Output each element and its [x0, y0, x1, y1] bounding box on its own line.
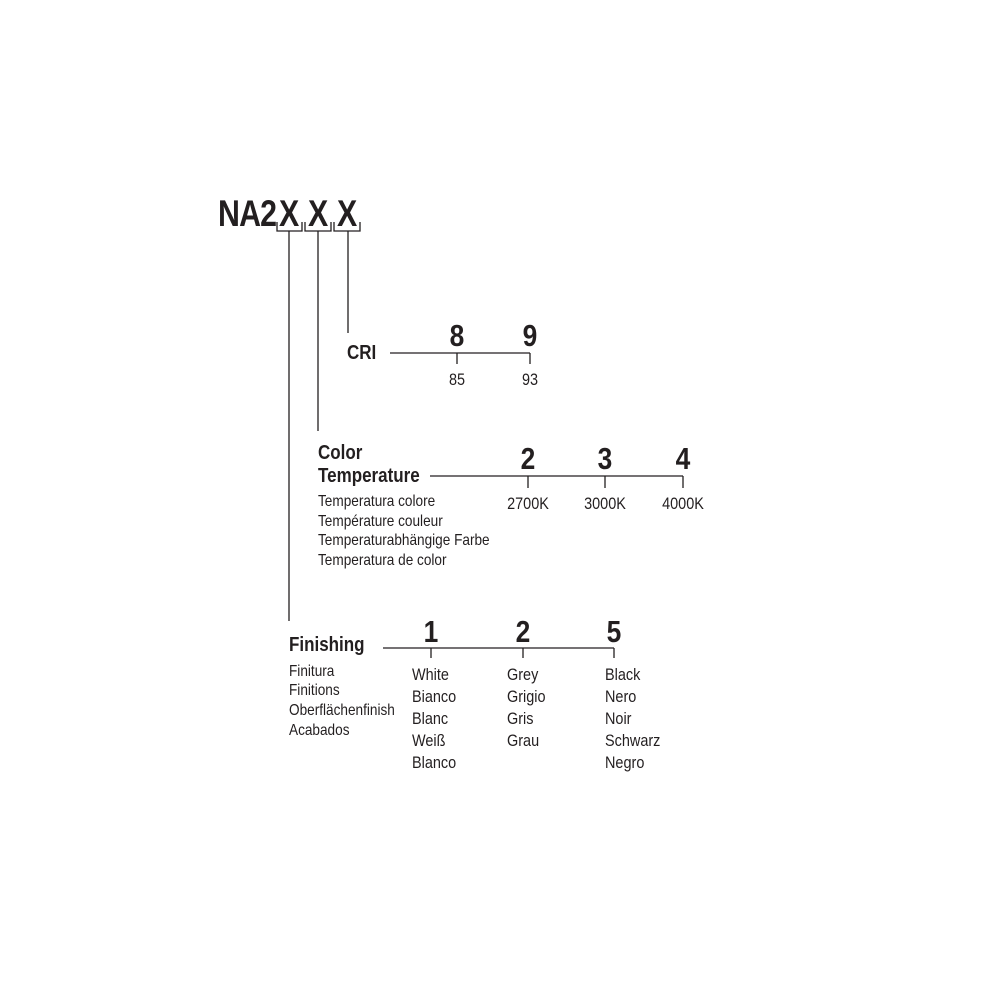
- color-temperature-label-line2: Temperature: [318, 465, 420, 487]
- cri-option-value: 85: [448, 370, 466, 389]
- finishing-translation: Finitura: [289, 663, 335, 680]
- cri-option-value: 93: [521, 370, 539, 389]
- color-temperature-translation: Température couleur: [318, 513, 443, 530]
- finishing-option-names-1: [412, 664, 456, 774]
- code-placeholder-cri: X: [337, 193, 358, 234]
- finishing-option-name: Blanc: [412, 709, 449, 728]
- finishing-option-code: 2: [515, 614, 531, 649]
- color-temperature-label-line1: Color: [318, 442, 363, 464]
- code-placeholder-color-temperature: X: [308, 193, 329, 234]
- finishing-option-name: Noir: [605, 709, 632, 728]
- ct-option-value: 3000K: [584, 494, 626, 513]
- finishing-option-name: Grau: [507, 731, 540, 750]
- finishing-option-name: Nero: [605, 687, 637, 706]
- finishing-option-name: Weiß: [412, 731, 446, 750]
- finishing-translation: Oberflächenfinish: [289, 702, 395, 719]
- color-temperature-translation: Temperatura de color: [318, 552, 447, 569]
- finishing-option-name: Grey: [507, 665, 539, 684]
- finishing-option-name: White: [412, 665, 449, 684]
- ct-option-code: 3: [597, 441, 613, 476]
- finishing-option-code: 5: [606, 614, 622, 649]
- finishing-translation: Finitions: [289, 682, 340, 699]
- ct-option-value: 4000K: [662, 494, 704, 513]
- finishing-option-name: Bianco: [412, 687, 457, 706]
- cri-option-code: 9: [522, 318, 538, 353]
- finishing-option-name: Black: [605, 665, 641, 684]
- finishing-translation: Acabados: [289, 722, 350, 739]
- finishing-option-name: Negro: [605, 753, 645, 772]
- finishing-option-name: Grigio: [507, 687, 546, 706]
- finishing-option-name: Schwarz: [605, 731, 661, 750]
- ct-option-code: 2: [520, 441, 536, 476]
- ct-option-value: 2700K: [507, 494, 549, 513]
- code-placeholder-finishing: X: [279, 193, 300, 234]
- cri-option-code: 8: [449, 318, 465, 353]
- finishing-option-names-2: [507, 664, 546, 752]
- color-temperature-translation: Temperaturabhängige Farbe: [318, 532, 490, 549]
- finishing-option-name: Blanco: [412, 753, 457, 772]
- finishing-option-names-5: [605, 664, 660, 774]
- ct-option-code: 4: [675, 441, 691, 476]
- cri-label: CRI: [347, 342, 377, 364]
- finishing-option-code: 1: [423, 614, 439, 649]
- code-prefix: NA2: [218, 193, 277, 234]
- color-temperature-translation: Temperatura colore: [318, 493, 436, 510]
- finishing-label: Finishing: [289, 634, 365, 656]
- finishing-option-name: Gris: [507, 709, 534, 728]
